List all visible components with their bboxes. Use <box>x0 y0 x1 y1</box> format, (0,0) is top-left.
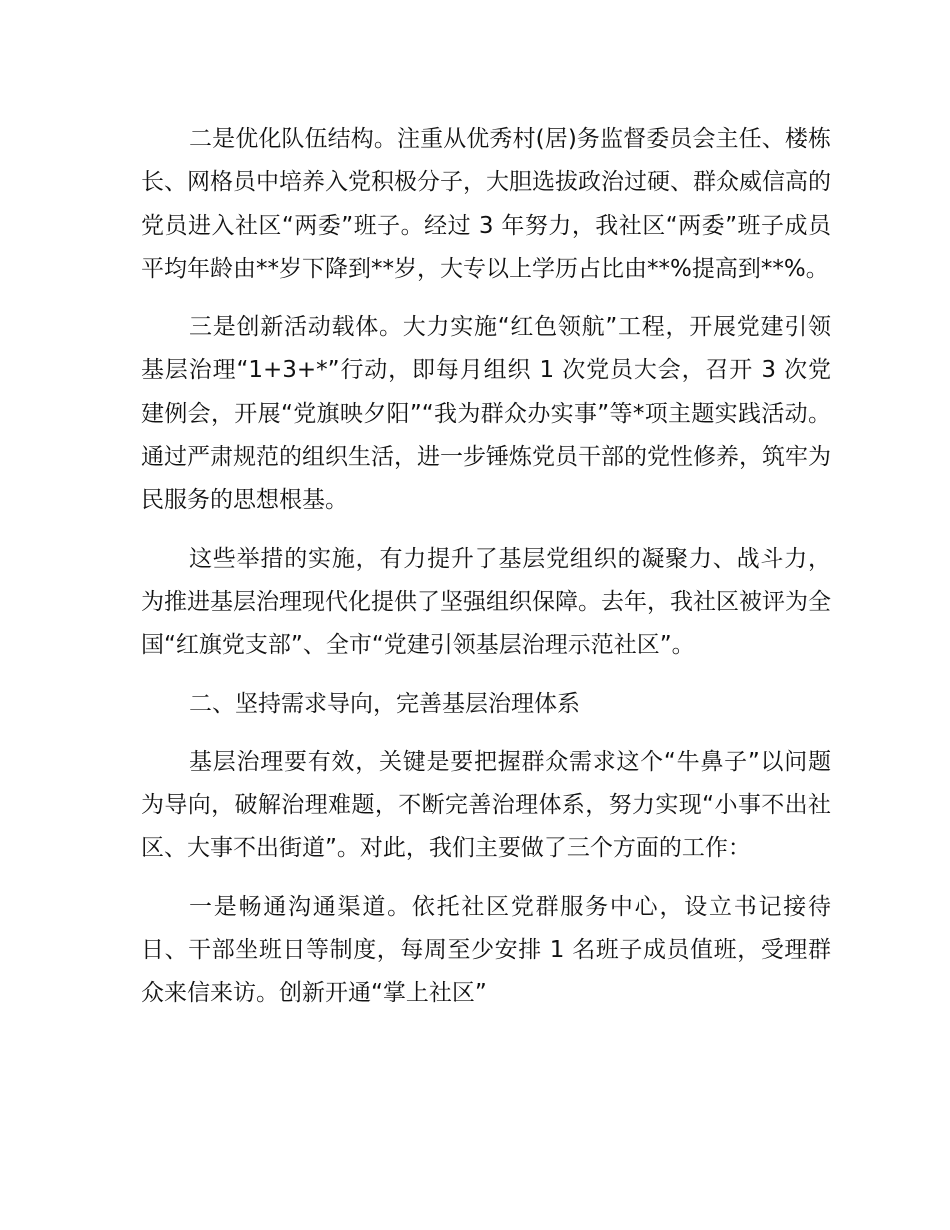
section-heading-demand-oriented: 二、坚持需求导向，完善基层治理体系 <box>189 690 580 717</box>
paragraph-results: 这些举措的实施，有力提升了基层党组织的凝聚力、战斗力，为推进基层治理现代化提供了坚强组织保障。去年，我社区被评为全国“红旗党支部”、全市“党建引领基层治理示范社区”。 <box>141 545 831 659</box>
paragraph-communication-channels: 一是畅通沟通渠道。依托社区党群服务中心，设立书记接待日、干部坐班日等制度，每周至少安排 1 名班子成员值班，受理群众来信来访。创新开通“掌上社区” <box>141 893 831 1007</box>
paragraph-optimize-team: 二是优化队伍结构。注重从优秀村(居)务监督委员会主任、楼栋长、网格员中培养入党积极分子，大胆选拔政治过硬、群众威信高的党员进入社区“两委”班子。经过 3 年努力，我社区“两委”班子成员平均年龄由**岁下降到**岁，大专以上学历占比由**%提高到**%。 <box>141 126 831 282</box>
document-body <box>141 118 831 1031</box>
paragraph-demand-intro: 基层治理要有效，关键是要把握群众需求这个“牛鼻子”以问题为导向，破解治理难题，不断完善治理体系，努力实现“小事不出社区、大事不出街道”。对此，我们主要做了三个方面的工作： <box>141 748 831 862</box>
paragraph-innovate-activities: 三是创新活动载体。大力实施“红色领航”工程，开展党建引领基层治理“1+3+*”行动，即每月组织 1 次党员大会，召开 3 次党建例会，开展“党旗映夕阳”“我为群众办实事”等*项主题实践活动。通过严肃规范的组织生活，进一步锤炼党员干部的党性修养，筑牢为民服务的思想根基。 <box>141 314 831 514</box>
